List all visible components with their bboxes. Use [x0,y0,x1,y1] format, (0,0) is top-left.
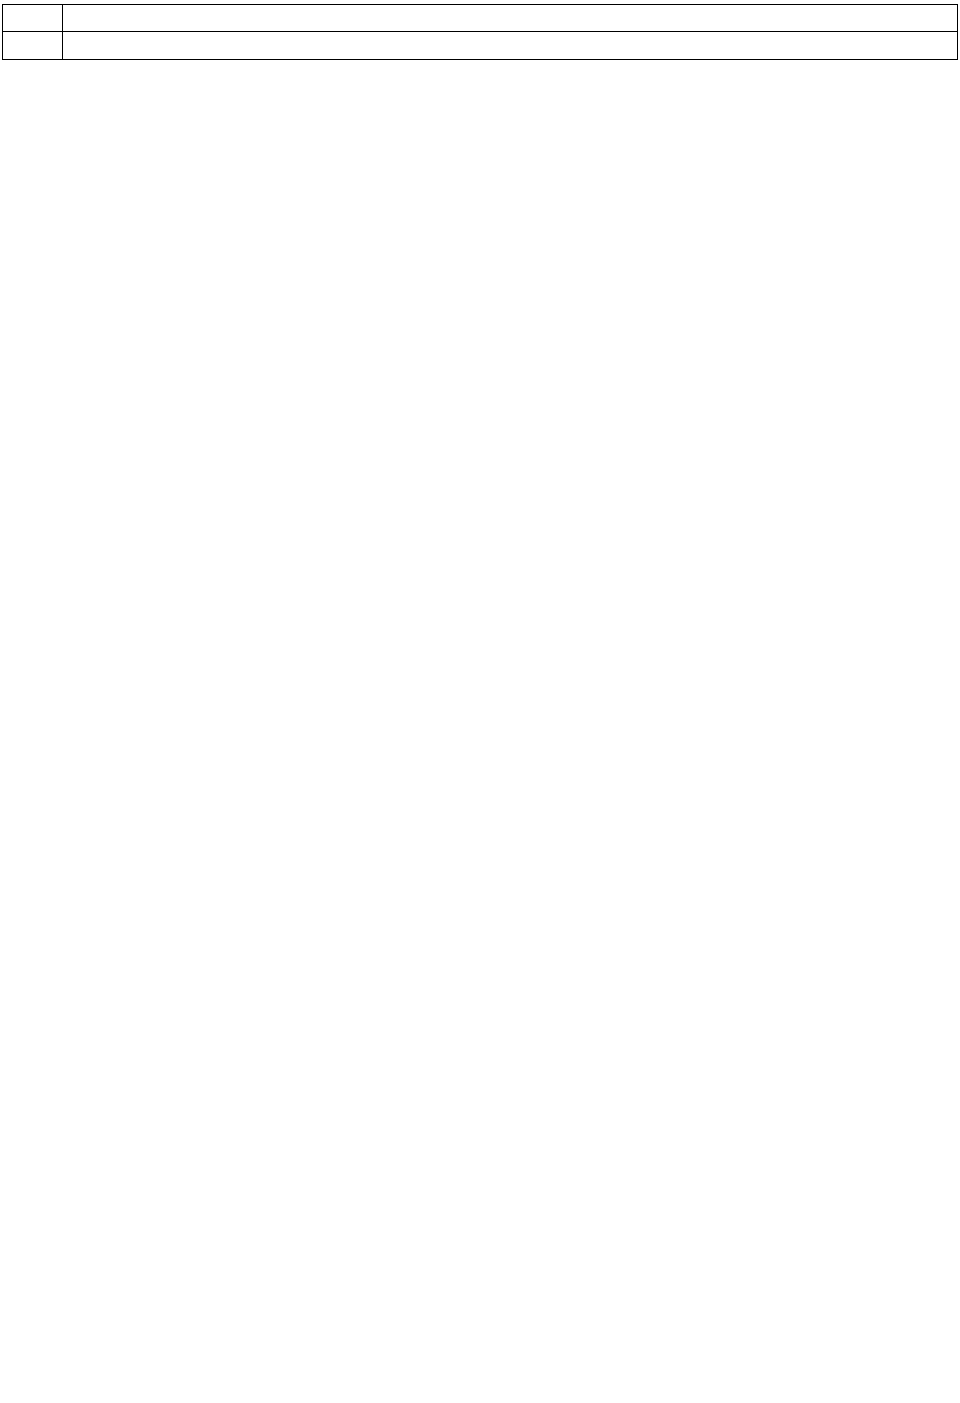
college-section [3,32,958,60]
school-number [3,32,63,60]
faculty-table [2,4,958,60]
blank-separator [3,5,958,32]
section-heading-row [3,32,958,60]
blank-row [3,5,958,32]
